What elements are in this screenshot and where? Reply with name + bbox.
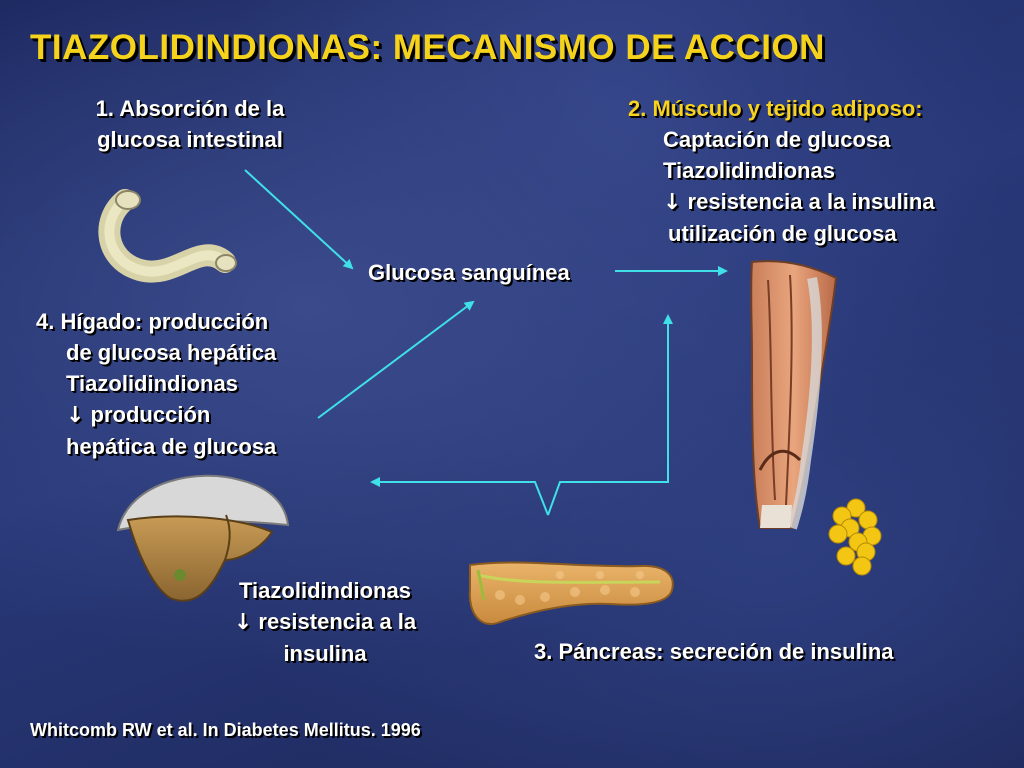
- musculo-line-3: Tiazolidindionas: [663, 158, 835, 183]
- musculo-line-5: utilización de glucosa: [668, 221, 897, 246]
- page-title: TIAZOLIDINDIONAS: MECANISMO DE ACCION: [30, 28, 825, 67]
- higado-line-5: hepática de glucosa: [66, 434, 277, 459]
- node-absorcion: [80, 93, 300, 155]
- muscle-icon: [751, 261, 836, 528]
- arrow-absorcion-to-glucosa: [245, 170, 352, 268]
- absorcion-line-1: 1. Absorción de la: [95, 96, 285, 121]
- insulin-granules-icon: [829, 499, 881, 575]
- node-glucosa: Glucosa sanguínea: [368, 260, 570, 285]
- pancreas-icon: [470, 562, 673, 623]
- citation: Whitcomb RW et al. In Diabetes Mellitus. 1996: [30, 720, 421, 740]
- node-pancreas: 3. Páncreas: secreción de insulina: [534, 639, 894, 664]
- higado-efecto-line-2: [210, 606, 440, 638]
- higado-efecto-line-1: Tiazolidindionas: [239, 578, 411, 603]
- down-arrow-icon: ↓: [663, 190, 682, 215]
- node-higado-efecto: [210, 575, 440, 669]
- higado-line-1: 4. Hígado: producción: [36, 309, 269, 334]
- arrow-higado-to-glucosa: [318, 302, 473, 418]
- node-musculo: [628, 93, 935, 249]
- arrow-pancreas-to-higado: [372, 482, 548, 515]
- higado-line-2: de glucosa hepática: [66, 340, 277, 365]
- higado-line-4: [36, 399, 276, 431]
- musculo-line-1: 2. Músculo y tejido adiposo:: [628, 96, 923, 121]
- node-higado: [36, 306, 276, 462]
- down-arrow-icon: ↓: [233, 610, 253, 635]
- musculo-line-4-text: resistencia a la insulina: [681, 189, 935, 214]
- absorcion-line-2: glucosa intestinal: [97, 127, 283, 152]
- higado-efecto-line-2-text: resistencia a la: [252, 609, 417, 634]
- higado-efecto-line-3: insulina: [283, 641, 367, 666]
- arrow-pancreas-to-musculo: [548, 316, 668, 515]
- musculo-line-4: [628, 186, 935, 218]
- intestine-icon: [109, 191, 236, 272]
- down-arrow-icon: ↓: [66, 403, 85, 428]
- higado-line-3: Tiazolidindionas: [66, 371, 238, 396]
- higado-line-4-text: producción: [84, 402, 211, 427]
- musculo-line-2: Captación de glucosa: [663, 127, 891, 152]
